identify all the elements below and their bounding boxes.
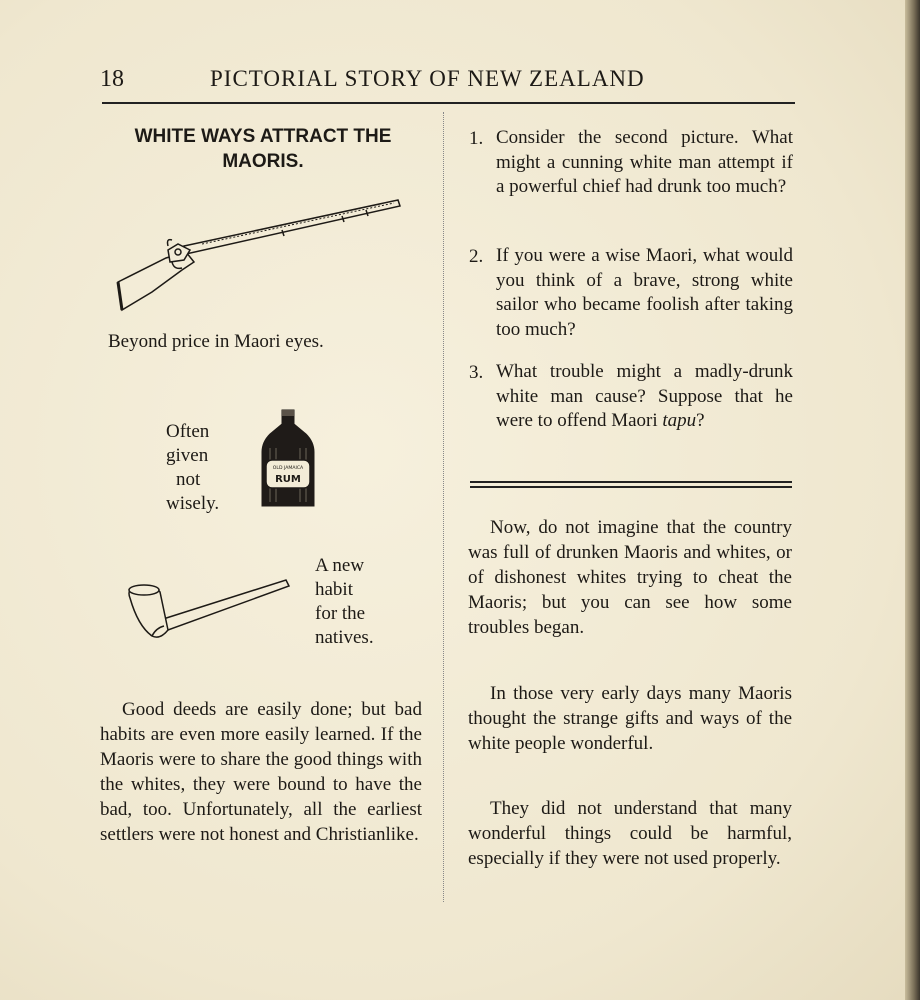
caption-line: habit xyxy=(315,579,353,600)
question-text: If you were a wise Maori, what would you think of a brave, strong white sailor who became foolish after taking too much? xyxy=(496,245,793,340)
caption-line: wisely. xyxy=(166,493,220,514)
caption-line: for the xyxy=(315,603,366,624)
column-divider xyxy=(443,112,444,902)
section-heading: WHITE WAYS ATTRACT THE MAORIS. xyxy=(134,126,392,172)
caption-line: A new xyxy=(315,555,365,576)
page-number: 18 xyxy=(100,66,124,92)
question-text: Consider the second picture. What might a cunning white man attempt if a powerful chief had drunk too much? xyxy=(496,127,793,197)
right-paragraph-2: In those very early days many Maoris thought the strange gifts and ways of the white people wonderful. xyxy=(468,683,792,754)
rum-bottle-illustration xyxy=(260,408,316,510)
question-text xyxy=(496,360,793,434)
tapu-word: tapu xyxy=(662,410,697,431)
header-rule xyxy=(102,102,795,104)
bottle-caption xyxy=(166,420,219,516)
caption-line: given xyxy=(166,445,209,466)
right-paragraph-1: Now, do not imagine that the country was full of drunken Maoris and whites, or of dishonest whites trying to cheat the Maoris; but you can see how some troubles began. xyxy=(468,517,792,638)
caption-line: natives. xyxy=(315,627,374,648)
section-double-rule xyxy=(470,481,792,488)
left-paragraph: Good deeds are easily done; but bad habits are even more easily learned. If the Maoris were to share the good things with the whites, they were bound to have the bad, too. Unfortunately, all the earliest settlers were not honest and Christianlike. xyxy=(100,699,422,845)
bottle-label-rum: RUM xyxy=(275,474,301,485)
caption-line: not xyxy=(176,469,201,490)
running-title: PICTORIAL STORY OF NEW ZEALAND xyxy=(210,66,645,91)
musket-caption: Beyond price in Maori eyes. xyxy=(108,331,324,352)
page-header xyxy=(100,66,795,102)
bottle-label-top: OLD JAMAICA xyxy=(272,466,304,471)
question-text-main: What trouble might a madly-drunk white man cause? Suppose that he were to offend Maori xyxy=(496,361,793,431)
question-number: 2. xyxy=(469,246,484,267)
caption-line: Often xyxy=(166,421,210,442)
question-number: 3. xyxy=(469,362,484,383)
page-edge xyxy=(905,0,920,1000)
pipe-caption xyxy=(315,554,374,650)
clay-pipe-illustration xyxy=(124,574,292,640)
right-paragraph-3: They did not understand that many wonderful things could be harmful, especially if they were not used properly. xyxy=(468,798,792,869)
question-end: ? xyxy=(696,410,705,431)
question-number: 1. xyxy=(469,128,484,149)
musket-illustration xyxy=(112,194,402,312)
